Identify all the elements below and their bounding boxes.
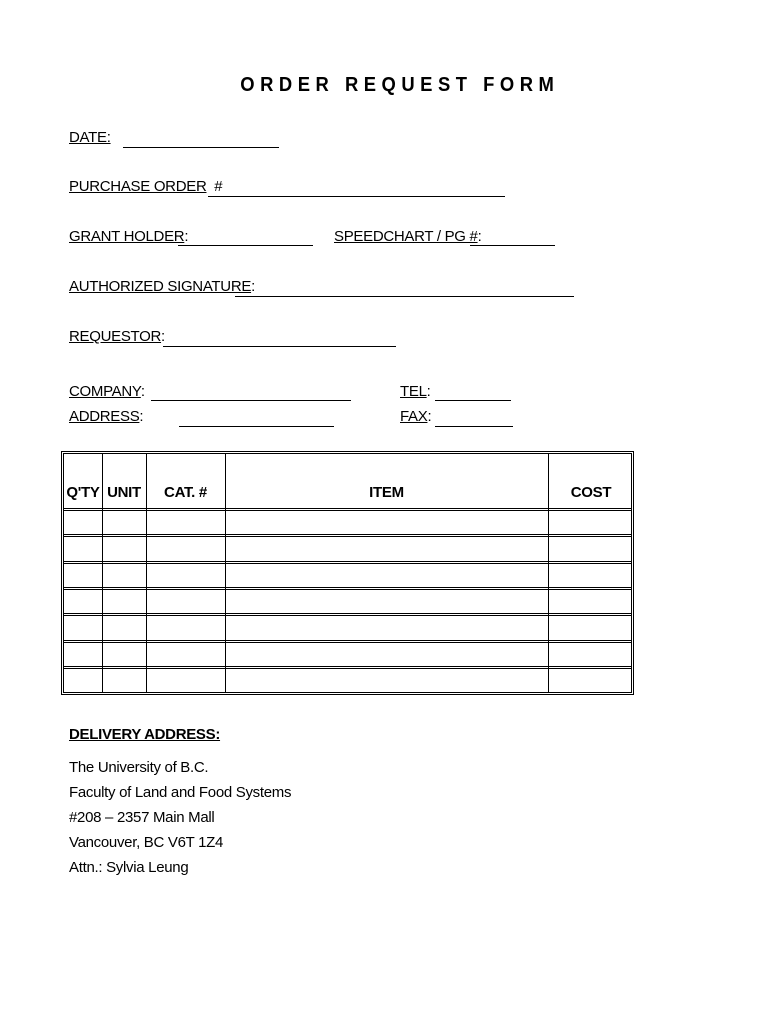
header-unit: UNIT xyxy=(107,484,141,501)
date-label: DATE: xyxy=(69,129,111,146)
form-title: ORDER REQUEST FORM xyxy=(240,74,560,96)
table-row[interactable] xyxy=(64,640,631,643)
header-item: ITEM xyxy=(369,484,404,501)
requestor-field[interactable] xyxy=(163,346,396,347)
address-field[interactable] xyxy=(179,426,334,427)
header-qty: Q'TY xyxy=(66,484,100,501)
delivery-address-line: #208 – 2357 Main Mall xyxy=(69,809,215,826)
grant-holder-field[interactable] xyxy=(178,245,313,246)
delivery-address-line: Attn.: Sylvia Leung xyxy=(69,859,189,876)
authorized-signature-field[interactable] xyxy=(235,296,574,297)
purchase-order-field[interactable] xyxy=(208,196,505,197)
header-cost: COST xyxy=(570,484,612,501)
speedchart-label: SPEEDCHART / PG #: xyxy=(334,228,482,245)
grant-holder-label: GRANT HOLDER: xyxy=(69,228,189,245)
table-row[interactable] xyxy=(64,561,631,564)
date-field[interactable] xyxy=(123,147,279,148)
fax-label: FAX: xyxy=(400,408,432,425)
requestor-label: REQUESTOR: xyxy=(69,328,165,345)
header-cat-no: CAT. # xyxy=(164,484,207,501)
delivery-address-line: The University of B.C. xyxy=(69,759,209,776)
table-row[interactable] xyxy=(64,666,631,669)
tel-field[interactable] xyxy=(435,400,511,401)
delivery-address-line: Vancouver, BC V6T 1Z4 xyxy=(69,834,224,851)
table-row[interactable] xyxy=(64,534,631,537)
delivery-address-heading: DELIVERY ADDRESS: xyxy=(69,726,221,743)
fax-field[interactable] xyxy=(435,426,513,427)
company-field[interactable] xyxy=(151,400,351,401)
table-row[interactable] xyxy=(64,613,631,616)
address-label: ADDRESS: xyxy=(69,408,144,425)
authorized-signature-label: AUTHORIZED SIGNATURE: xyxy=(69,278,255,295)
company-label: COMPANY: xyxy=(69,383,145,400)
purchase-order-label: PURCHASE ORDER # xyxy=(69,178,223,195)
delivery-address-line: Faculty of Land and Food Systems xyxy=(69,784,292,801)
table-row[interactable] xyxy=(64,508,631,511)
order-items-table xyxy=(61,451,634,695)
table-row[interactable] xyxy=(64,587,631,590)
speedchart-field[interactable] xyxy=(470,245,555,246)
tel-label: TEL: xyxy=(400,383,431,400)
